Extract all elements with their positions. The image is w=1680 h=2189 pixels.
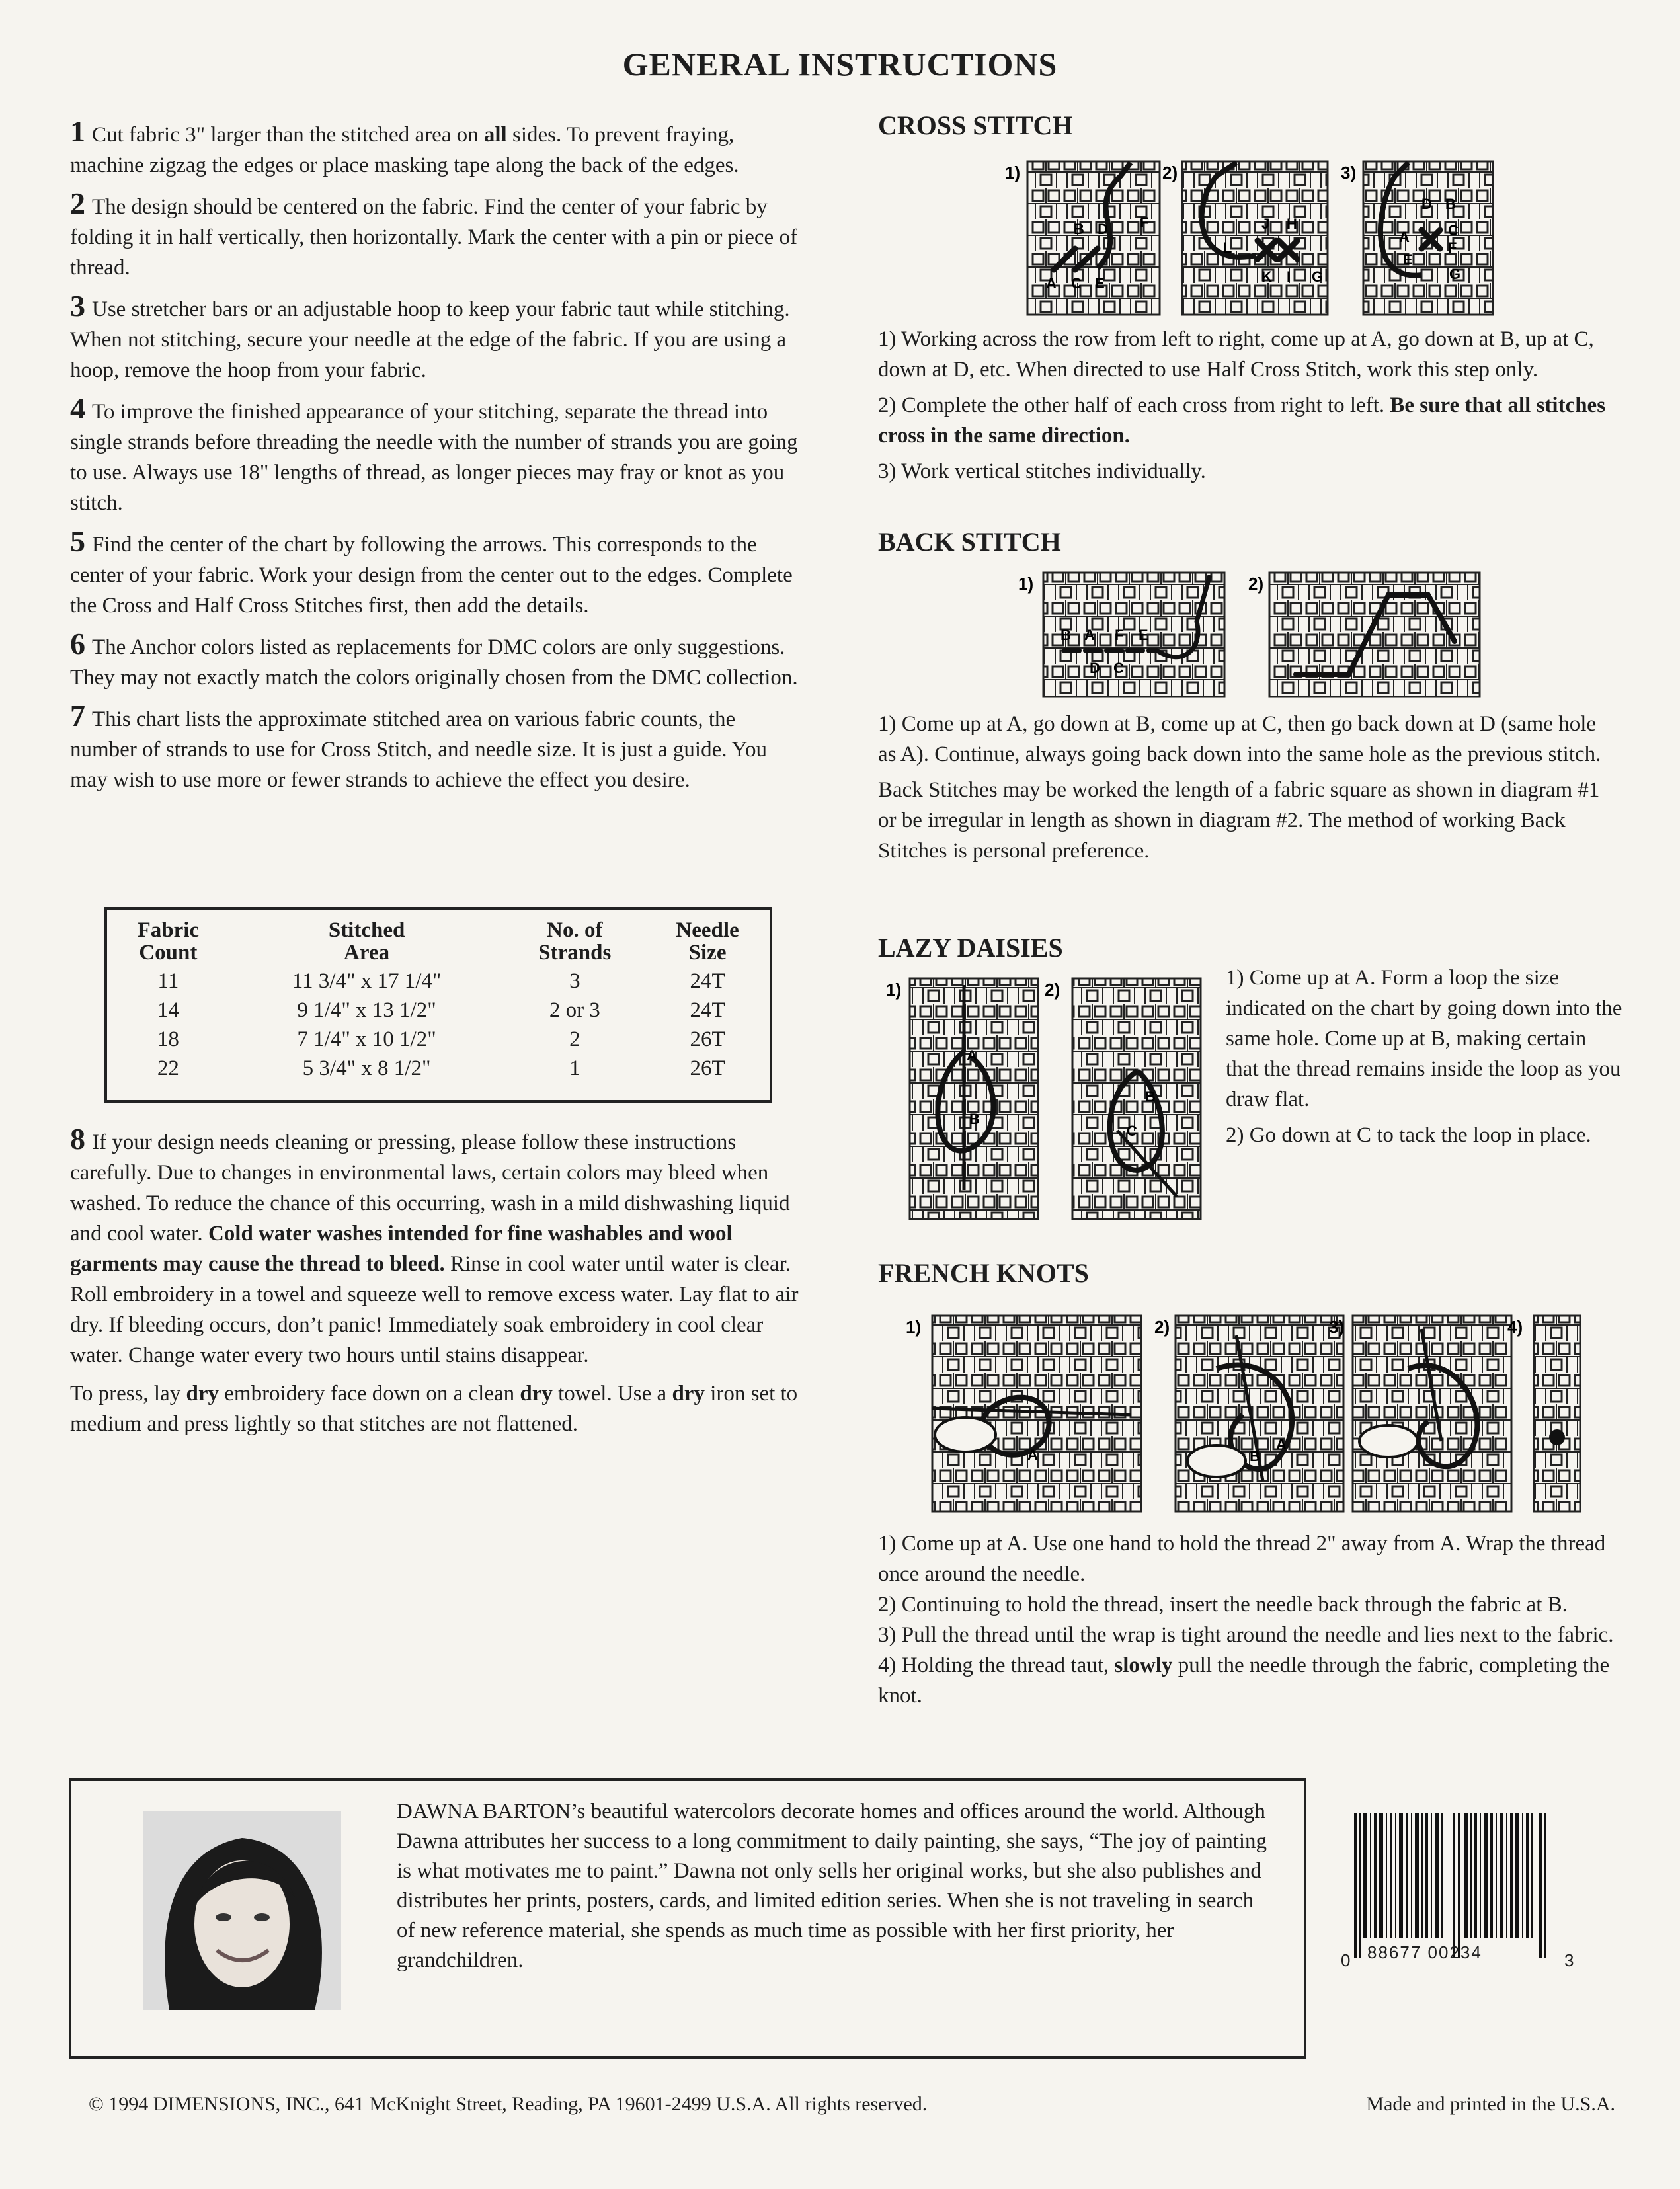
letter-label: B (1060, 627, 1071, 643)
step-text: Cut fabric 3" larger than the stitched area on (92, 123, 484, 147)
table-cell: 9 1/4" x 13 1/2" (297, 998, 436, 1022)
step-number: 8 (70, 1122, 85, 1156)
letter-label: A (1084, 627, 1095, 643)
french-knot-text (878, 1529, 1619, 1711)
letter-label: B (969, 1111, 980, 1127)
letter-label: C (1113, 660, 1124, 676)
diagram-label: 2) (1162, 163, 1178, 182)
press-text: To press, lay (70, 1382, 186, 1406)
diagram-label: 4) (1507, 1317, 1523, 1337)
table-cell: 22 (157, 1056, 179, 1080)
barcode (1341, 1813, 1574, 1991)
letter-label: J (1261, 216, 1270, 232)
col-header-line: No. of (547, 918, 603, 942)
table-cell: 14 (157, 998, 179, 1022)
step-number: 6 (70, 627, 85, 660)
letter-label: I (1287, 268, 1291, 285)
lazy-step-1: 1) Come up at A. Form a loop the size indicated on the chart by going down into the same hole. Come up at B, making certain that the thread remains inside the loop as you draw flat. (1226, 966, 1622, 1111)
cross-stitch-text (878, 324, 1619, 492)
table-cell: 18 (157, 1027, 179, 1051)
fabric-grid (1072, 978, 1201, 1219)
press-text: towel. Use a (552, 1382, 672, 1406)
press-bold: dry (672, 1382, 705, 1406)
letter-label: G (1449, 266, 1461, 282)
step-number: 3 (70, 289, 85, 323)
fabric-grid (1353, 1316, 1511, 1511)
finger-shape (1359, 1425, 1418, 1457)
step-text: sides. To prevent fraying, machine zigzag the edges or place masking tape along the back of the edges. (70, 123, 739, 177)
cross-step-3: 3) Work vertical stitches individually. (878, 459, 1206, 483)
back-stitch-title: BACK STITCH (878, 527, 1061, 557)
fabric-grid (1534, 1316, 1580, 1511)
french-step-1: 1) Come up at A. Use one hand to hold the thread 2" away from A. Wrap the thread once around the needle. (878, 1532, 1606, 1586)
back-stitch-text (878, 709, 1619, 871)
fabric-grid (1027, 161, 1160, 315)
fabric-grid (910, 978, 1038, 1219)
col-header-line: Stitched (328, 918, 405, 942)
col-header (107, 919, 229, 967)
letter-label: B (1445, 196, 1456, 212)
letter-label: E (1095, 275, 1105, 292)
lazy-daisies-title: LAZY DAISIES (878, 933, 1063, 963)
french-step-4-text: 4) Holding the thread taut, (878, 1653, 1115, 1677)
press-text: embroidery face down on a clean (219, 1382, 520, 1406)
fabric-table (107, 919, 770, 1083)
fabric-count-table (104, 907, 772, 1103)
letter-label: D (1090, 660, 1100, 676)
letter-label: G (1312, 268, 1324, 285)
letter-label: A (1046, 275, 1057, 292)
step-number: 5 (70, 524, 85, 558)
table-cell: 2 or 3 (549, 998, 600, 1022)
artist-bio-text: DAWNA BARTON’s beautiful watercolors decorate homes and offices around the world. Although Dawna attributes her success to a long commitment to daily painting, she says, “The joy of painting is what motivates me to paint.” Dawna not only sells her original works, but she also publishes and distributes her prints, posters, cards, and limited edition series. When she is not traveling in search of new reference material, she spends as much time as possible with her first priority, her grandchildren. (397, 1800, 1267, 1972)
letter-label: F (1448, 239, 1457, 256)
cross-step-2-text: 2) Complete the other half of each cross from right to left. (878, 393, 1390, 417)
letter-label: A (1276, 1436, 1287, 1453)
letter-label: B (1250, 1448, 1260, 1464)
table-cell: 11 (157, 969, 179, 993)
diagram-label: 1) (886, 980, 902, 1000)
french-knots-title: FRENCH KNOTS (878, 1258, 1089, 1288)
table-cell: 24T (690, 969, 725, 993)
french-step-4-bold: slowly (1114, 1653, 1173, 1677)
letter-label: K (1261, 268, 1272, 285)
instruction-3 (70, 291, 804, 385)
table-row (107, 996, 770, 1025)
cross-step-1: 1) Working across the row from left to right, come up at A, go down at B, up at C, down at D, etc. When directed to use Half Cross Stitch, work this step only. (878, 327, 1594, 381)
letter-label: F (1115, 627, 1124, 643)
step-bold: all (483, 123, 507, 147)
step-number: 1 (70, 114, 85, 148)
french-knot-diagrams (906, 1309, 1587, 1514)
diagram-label: 1) (1018, 574, 1034, 594)
barcode-left-digit: 0 (1341, 1950, 1351, 1970)
instruction-1 (70, 116, 804, 180)
diagram-label: 1) (906, 1317, 922, 1337)
col-header-line: Size (688, 941, 727, 965)
letter-label: A (1027, 1447, 1038, 1463)
back-stitch-diagrams (1018, 569, 1494, 701)
step-text: Use stretcher bars or an adjustable hoop to keep your fabric taut while stitching. When not stitching, secure your needle at the edge of the fabric. If you are using a hoop, remove the hoop from your fabric. (70, 298, 790, 382)
letter-label: A (1399, 229, 1410, 245)
step-text: The design should be centered on the fabric. Find the center of your fabric by folding it in half vertically, then horizontally. Mark the center with a pin or piece of thread. (70, 195, 797, 280)
instruction-2 (70, 188, 804, 283)
step-bold: Cold water washes intended for fine washables and wool garments may cause the thread to bleed. (70, 1222, 733, 1276)
instruction-7 (70, 701, 804, 795)
step-number: 4 (70, 391, 85, 425)
table-cell: 5 3/4" x 8 1/2" (302, 1056, 431, 1080)
cross-step-2-bold: Be sure that all stitches cross in the same direction. (878, 393, 1606, 448)
table-cell: 26T (690, 1056, 725, 1080)
cross-step-2 (878, 390, 1619, 451)
cross-stitch-diagrams (998, 156, 1501, 321)
barcode-icon (1341, 1813, 1574, 1958)
col-header (645, 919, 770, 967)
table-cell: 2 (569, 1027, 580, 1051)
table-cell: 24T (690, 998, 725, 1022)
col-header-line: Fabric (137, 918, 200, 942)
step-text: If your design needs cleaning or pressing, please follow these instructions carefully. Due to changes in environmental laws, certain colors may bleed when washed. To reduce the chance of this occurring, wash in a mild dishwashing liquid and cool water. (70, 1131, 790, 1246)
letter-label: H (1287, 216, 1297, 232)
left-column (70, 116, 804, 803)
letter-label: E (1139, 627, 1148, 643)
col-header-line: Area (344, 941, 390, 965)
press-text: iron set to medium and press lightly so that stitches are not flattened. (70, 1382, 798, 1436)
letter-label: C (1071, 275, 1082, 292)
french-step-4-text: pull the needle through the fabric, completing the knot. (878, 1653, 1610, 1708)
french-step-2: 2) Continuing to hold the thread, insert the needle back through the fabric at B. (878, 1593, 1568, 1616)
letter-label: F (1140, 214, 1149, 231)
back-step-1: 1) Come up at A, go down at B, come up at C, then go back down at D (same hole as A). Continue, always going back down into the same hole as the previous stitch. (878, 712, 1601, 766)
lazy-daisy-diagrams (886, 972, 1203, 1223)
finger-shape (1187, 1445, 1246, 1477)
table-row (107, 967, 770, 996)
step-number: 7 (70, 699, 85, 733)
col-header (504, 919, 646, 967)
lazy-step-2: 2) Go down at C to tack the loop in place. (1226, 1123, 1591, 1147)
instruction-4 (70, 393, 804, 518)
french-step-4 (878, 1650, 1619, 1711)
table-row (107, 1054, 770, 1083)
cleaning-section (70, 1124, 804, 1447)
letter-label: E (1403, 251, 1413, 268)
diagram-label: 2) (1154, 1317, 1170, 1337)
french-step-3: 3) Pull the thread until the wrap is tight around the needle and lies next to the fabric. (878, 1623, 1614, 1647)
letter-label: D (1421, 196, 1432, 212)
fabric-grid (1176, 1316, 1343, 1511)
step-text: To improve the finished appearance of your stitching, separate the thread into single strands before threading the needle with the number of strands you are going to use. Always use 18" lengths of thread, as longer pieces may fray or knot as you stitch. (70, 400, 798, 515)
table-cell: 26T (690, 1027, 725, 1051)
table-cell: 11 3/4" x 17 1/4" (292, 969, 442, 993)
letter-label: B (1145, 1088, 1156, 1105)
diagram-label: 2) (1045, 980, 1060, 1000)
press-instructions (70, 1378, 804, 1439)
col-header-line: Needle (676, 918, 739, 942)
back-step-2: Back Stitches may be worked the length of a fabric square as shown in diagram #1 or be irregular in length as shown in diagram #2. The method of working Back Stitches is personal preference. (878, 778, 1600, 863)
step-text: Rinse in cool water until water is clear. Roll embroidery in a towel and squeeze well to remove excess water. Lay flat to air dry. If bleeding occurs, don’t panic! Immediately soak embroidery in cool clear water. Change water every two hours until stains disappear. (70, 1252, 799, 1367)
cross-stitch-title: CROSS STITCH (878, 110, 1073, 140)
letter-label: B (1074, 221, 1084, 237)
copyright-text: © 1994 DIMENSIONS, INC., 641 McKnight Street, Reading, PA 19601-2499 U.S.A. All rights reserved. (89, 2093, 928, 2115)
letter-label: D (1098, 221, 1108, 237)
letter-label: L (1223, 239, 1232, 256)
finished-knot (1549, 1429, 1565, 1445)
step-text: The Anchor colors listed as replacements for DMC colors are only suggestions. They may not exactly match the colors originally chosen from the DMC collection. (70, 635, 798, 690)
table-cell: 3 (569, 969, 580, 993)
artist-photo (143, 1811, 341, 2010)
diagram-label: 2) (1248, 574, 1264, 594)
col-header (229, 919, 504, 967)
letter-label: C (1448, 222, 1459, 239)
table-cell: 7 1/4" x 10 1/2" (297, 1027, 436, 1051)
step-text: Find the center of the chart by following the arrows. This corresponds to the center of your fabric. Work your design from the center out to the edges. Complete the Cross and Half Cross Stitches first, then add the details. (70, 533, 793, 617)
made-in-text: Made and printed in the U.S.A. (1366, 2093, 1615, 2115)
finger-shape (935, 1417, 996, 1452)
instruction-5 (70, 526, 804, 621)
barcode-middle-digits: 88677 00234 (1367, 1942, 1482, 1962)
instruction-6 (70, 629, 804, 693)
letter-label: A (967, 1047, 977, 1064)
step-number: 2 (70, 186, 85, 220)
col-header-line: Strands (538, 941, 612, 965)
col-header-line: Count (139, 941, 198, 965)
press-bold: dry (186, 1382, 219, 1406)
diagram-label: 1) (1005, 163, 1021, 182)
barcode-right-digit: 3 (1564, 1950, 1574, 1970)
lazy-daisy-text (1226, 963, 1622, 1156)
press-bold: dry (520, 1382, 553, 1406)
step-text: This chart lists the approximate stitched area on various fabric counts, the number of strands to use for Cross Stitch, and needle size. It is just a guide. You may wish to use more or fewer strands to achieve the effect you desire. (70, 707, 768, 792)
letter-label: C (1127, 1123, 1137, 1139)
diagram-label: 3) (1341, 163, 1357, 182)
page-title: GENERAL INSTRUCTIONS (622, 46, 1058, 83)
table-header-row (107, 919, 770, 967)
table-row (107, 1025, 770, 1054)
diagram-label: 3) (1329, 1317, 1345, 1337)
table-cell: 1 (569, 1056, 580, 1080)
instruction-8 (70, 1124, 804, 1371)
